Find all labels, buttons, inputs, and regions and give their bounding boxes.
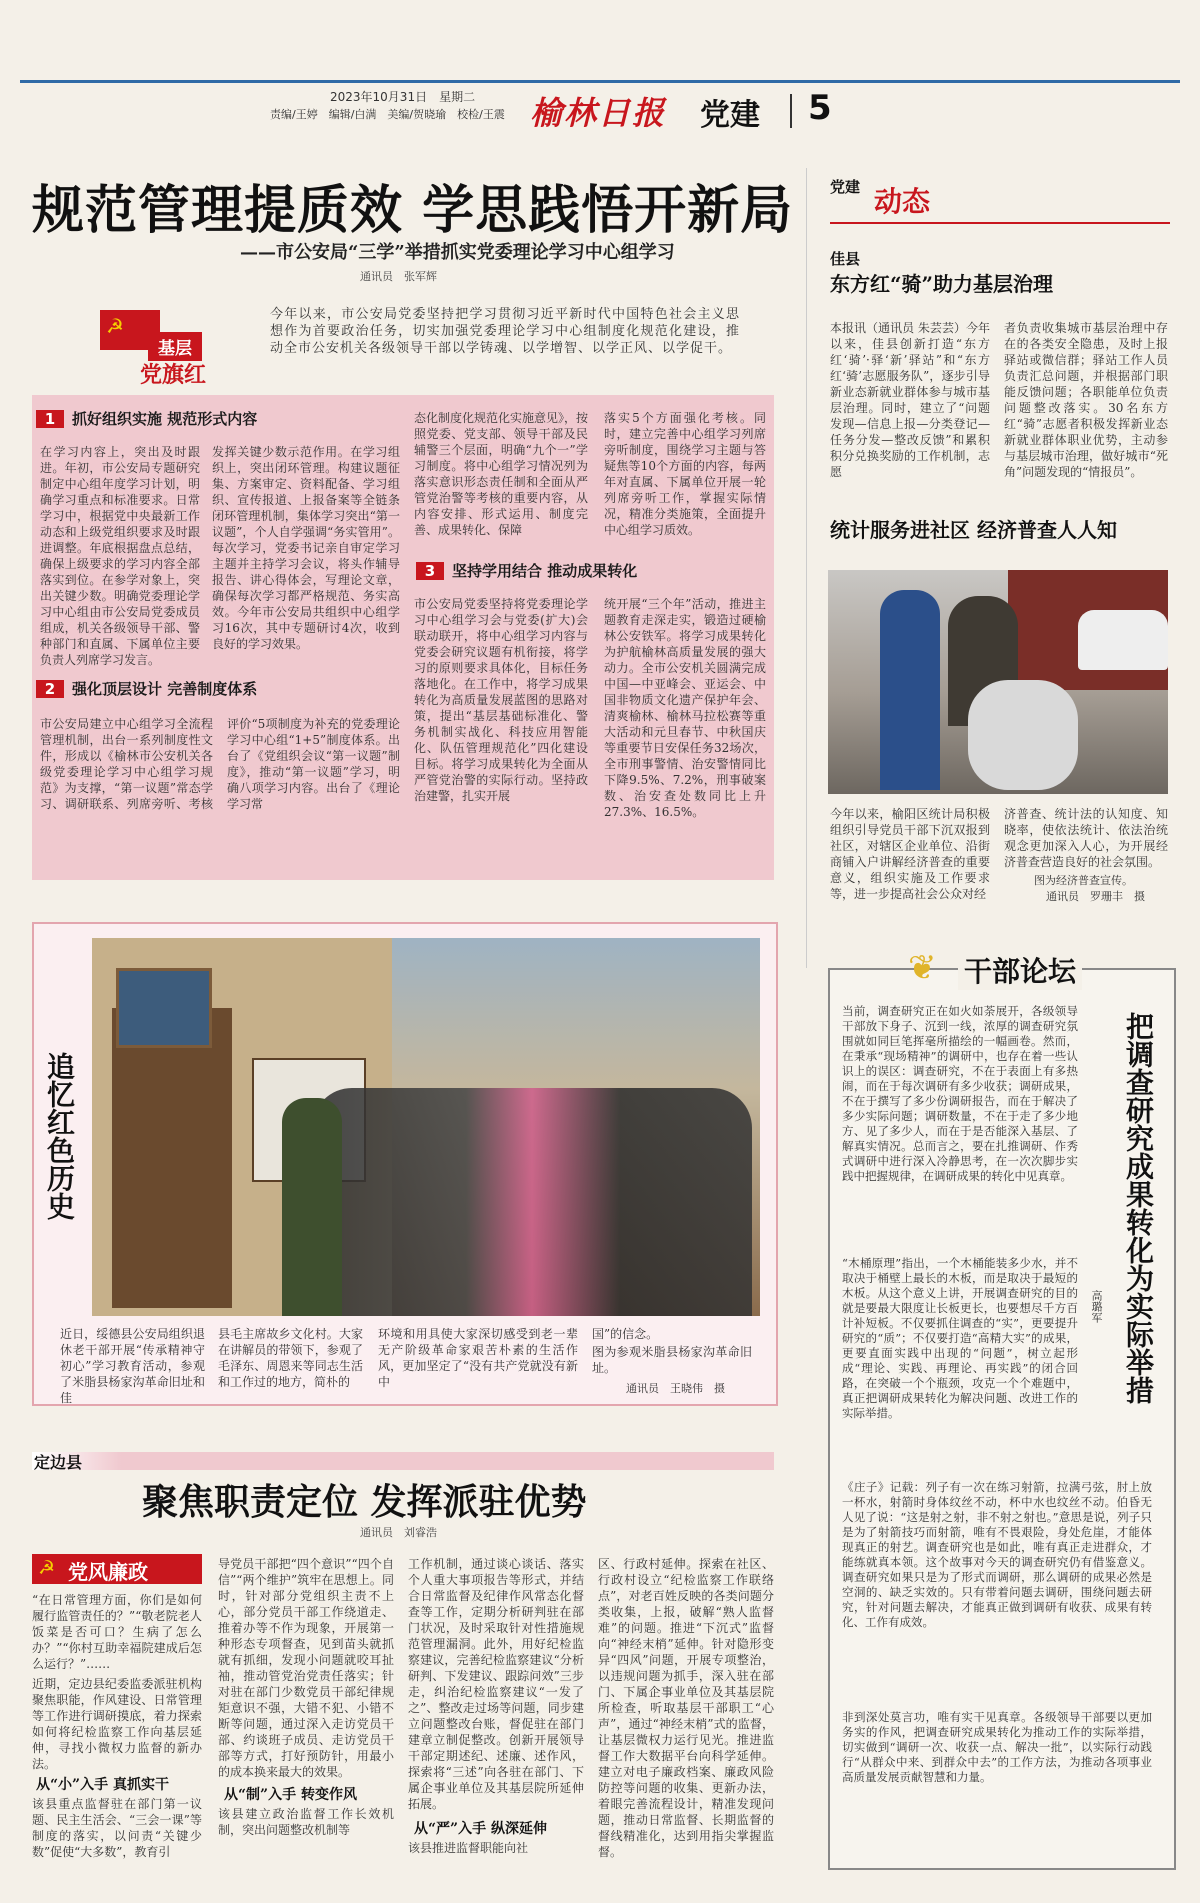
- s3-col2: 统开展“三个年”活动，推进主题教育走深走实，锻造过硬榆林公安铁军。将学习成果转化为护航榆林高质量发展的强大动力。全市公安机关圆满完成中国—中亚峰会、亚运会、中国非物质文化遗产保护年会、清爽榆林、榆林马拉松赛等重大活动和元旦春节、中秋国庆等重要节日安保任务32场次，全市刑事警情、治安警情同比下降9.5%、7.2%，刑事破案数、治安查处数同比上升27.3%、16.5%。: [604, 597, 766, 819]
- integrity-badge-label: 党风廉政: [68, 1560, 148, 1584]
- dingbian-sub3: 从“严”入手 纵深延伸: [414, 1821, 547, 1837]
- dingbian-col1-intro: “在日常管理方面，你们是如何履行监管责任的？”“敬老院老人饭菜是否可口？生病了怎么办？”“你村互助幸福院建成后怎么运行？”……: [32, 1593, 202, 1671]
- forum-p3: 《庄子》记载：列子有一次在练习射箭，拉满弓弦，肘上放一杯水，射箭时身体纹丝不动，杯中水也纹丝不动。伯昏无人见了说：“这是射之射，非不射之射也。”意思是说，列子只是为了射箭技巧而射箭，唯有不畏艰险，身处危崖，才能体现真正的射艺。调查研究也是如此，唯有真正走进群众，才能练就真本领。这个故事对今天的调查研究仍有借鉴意义。调查研究如果只是为了形式而调研，那么调研的成果必然是空洞的、缺乏实效的。只有带着问题去调研，围绕问题去研究，针对问题去解决，才能真正做到调研有收获、成果有转化、工作有成效。: [842, 1480, 1152, 1629]
- section-2-title: 2 强化顶层设计 完善制度体系: [36, 678, 257, 699]
- memory-caption-col3: 环境和用具使大家深切感受到老一辈无产阶级革命家艰苦朴素的生活作风，更加坚定了“没有共产党就没有新中: [378, 1327, 578, 1389]
- memory-caption-col1: 近日，绥德县公安局组织退休老干部开展“传承精神守初心”学习教育活动，参观了米脂县杨家沟革命旧址和佳: [60, 1327, 205, 1405]
- story2-note: 图为经济普查宣传。: [1034, 874, 1133, 887]
- scooter: [968, 680, 1078, 790]
- dingbian-sub1-body: 该县重点监督驻在部门第一议题、民主生活会、“三会一课”等制度的落实，以问责“关键少数”促使“大多数”，教育引: [32, 1797, 202, 1859]
- s1-col3: 态化制度化规范化实施意见》，按照党委、党支部、领导干部及民辅警三个层面，明确“九个一”学习制度。将中心组学习情况列为落实意识形态责任制和全面从严管党治警等考核的重要内容，从内容安排、形式运用、制度完善、成果转化、保障: [414, 411, 589, 537]
- staff-figure: [880, 590, 940, 790]
- white-car: [1078, 610, 1168, 670]
- dynamics-label-big: 动态: [874, 185, 931, 218]
- story2-col1: 今年以来，榆阳区统计局积极组织引导党员干部下沉双报到社区，对辖区企业单位、沿街商铺入户讲解经济普查的重要意义，组织实施及工作要求等，进一步提高社会公众对经: [830, 807, 990, 901]
- dingbian-col3-body: 工作机制，通过谈心谈话、落实个人重大事项报告等形式，并结合日常监督及纪律作风常态化督查等工作，定期分析研判驻在部门状况，及时采取针对性措施规范管理漏洞。此外，用好纪检监察建议，完善纪检监察建议“分析研判、下发建议、跟踪问效”三步走，纠治纪检监察建议“一发了之”、整改走过场等问题，同步建立问题整改台账，督促驻在部门建章立制促整改。创新开展领导干部定期述纪、述廉、述作风，探索将“三述”向各驻在部门、下属企事业单位及其基层院所延伸拓展。: [408, 1557, 584, 1811]
- lead-subhead: ——市公安局“三学”举措抓实党委理论学习中心组学习: [240, 242, 675, 263]
- section-divider: [790, 94, 792, 128]
- story1-headline: 东方红“骑”助力基层治理: [830, 272, 1054, 296]
- section-name: 党建: [700, 98, 760, 133]
- memory-title: 追忆红色历史: [43, 1052, 76, 1220]
- dingbian-sub1: 从“小”入手 真抓实干: [36, 1777, 169, 1793]
- forum-p1: 当前，调查研究正在如火如荼展开，各级领导干部放下身子、沉到一线，浓厚的调查研究氛围就如同巨笔挥毫所描绘的一幅画卷。然而，在秉承“现场精神”的调研中，也存在着一些认识上的误区：调查研究，不在于表面上有多热闹，而在于每次调研有多少收获；调研成果，不在于撰写了多少份调研报告，而在于解决了多少实际问题；调研数量，不在于走了多少地方、见了多少人，而在于是否能深入基层、了解真实情况。总而言之，要在扎推调研、作秀式调研中进行深入冷静思考，在一次次脚步实践中把握规律，在调研成果的转化中见真章。: [842, 1004, 1078, 1183]
- memory-caption-col4: 国”的信念。: [592, 1327, 659, 1341]
- guide-figure: [282, 1098, 342, 1316]
- badge-top-label: 基层: [148, 332, 202, 361]
- party-emblem-icon: ☭: [38, 1557, 56, 1579]
- census-photo: [828, 570, 1168, 794]
- integrity-badge: [32, 1554, 202, 1584]
- lead-headline: 规范管理提质效 学思践悟开新局: [32, 180, 794, 241]
- forum-laurel-icon: ❦: [908, 948, 937, 988]
- forum-label: 干部论坛: [958, 950, 1082, 990]
- page-number: 5: [808, 88, 832, 128]
- s2-col1: 市公安局建立中心组学习全流程管理机制，出台一系列制度性文件，形成以《榆林市公安机关各级党委理论学习中心组学习规范》为支撑，“第一议题”常态学习、调研联系、列席旁听、考核评价“5项制度为补充的党委理论学习中心组“1+5”制度体系。出台了《党组织会议“第一议题”制度》，推动“第一议题”学习，明确八项学习内容。出台了《理论学习常: [40, 717, 400, 811]
- s1-col1: 在学习内容上，突出及时跟进。年初，市公安局专题研究制定中心组年度学习计划，明确学习重点和标准要求。日常学习中，根据党中央最新工作动态和上级党组织要求及时跟进调整。年底根据盘点总结，确保上级要求的学习内容全部落实到位。在参学对象上，突出关键少数。明确党委理论学习中心组由市公安局党委成员组成，机关各级领导干部、警种部门和直属、下属单位主要负责人列席学习发言。: [40, 445, 200, 667]
- date-line: 2023年10月31日 星期二: [330, 90, 476, 104]
- party-flag-icon: ☭: [100, 310, 160, 350]
- section-3-title: 3 坚持学用结合 推动成果转化: [416, 560, 637, 581]
- dingbian-county: 定边县: [34, 1453, 83, 1472]
- dingbian-headline: 聚焦职责定位 发挥派驻优势: [142, 1481, 587, 1523]
- dingbian-col2-body: 导党员干部把“四个意识”“四个自信”“两个维护”筑牢在思想上。同时，针对部分党组织主责不上心，部分党员干部工作绕道走、推着办等不作为现象，开展第一种形态专项督查，见到苗头就抓就有抓细，发现小问题就咬耳扯袖，推动管党治党责任落实；针对驻在部门少数党员干部纪律规矩意识不强，大错不犯、小错不断等问题，通过深入走访党员干部、约谈班子成员、走访党员干部等方式，打好预防针，用最小的成本换来最大的效果。: [218, 1557, 394, 1779]
- dynamics-rule: [830, 222, 1170, 224]
- dingbian-sub2: 从“制”入手 转变作风: [224, 1787, 357, 1803]
- story1-col1: 本报讯（通讯员 朱芸芸）今年以来，佳县创新打造“东方红‘骑’·驿‘新’驿站”和“东方红‘骑’志愿服务队”，逐步引导新业态新就业群体参与城市基层治理。同时，建立了“问题发现—信息上报—分类登记—任务分发—整改反馈”和累积积分兑换奖励的工作机制，志愿: [830, 321, 990, 479]
- dingbian-sub2-body: 该县建立政治监督工作长效机制，突出问题整改机制等: [218, 1807, 394, 1837]
- top-rule: [20, 80, 1180, 83]
- memory-photo-note: 图为参观米脂县杨家沟革命旧址。: [592, 1345, 752, 1375]
- forum-author: 高璐军: [1090, 1290, 1103, 1323]
- portrait-frame: [116, 968, 212, 1048]
- dynamics-vline: [806, 168, 807, 968]
- editors-line: 责编/王婷 编辑/白满 美编/贺晓瑜 校检/王震: [270, 108, 505, 121]
- memory-caption-col2: 县毛主席故乡文化村。大家在讲解员的带领下，参观了毛泽东、周恩来等同志生活和工作过的地方，简朴的: [218, 1327, 363, 1389]
- forum-title: 把调查研究成果转化为实际举措: [1122, 1012, 1155, 1404]
- story2-col2: 济普查、统计法的认知度、知晓率，使依法统计、依法治统观念更加深入人心，为开展经济普查营造良好的社会氛围。: [1004, 807, 1168, 869]
- section-1-title: 1 抓好组织实施 规范形式内容: [36, 408, 257, 429]
- dynamics-label-small: 党建: [830, 178, 861, 196]
- s1-col4: 落实5个方面强化考核。同时，建立完善中心组学习列席旁听制度，围绕学习主题与答疑焦等10个方面的内容，每两年对直属、下属单位开展一轮列席旁听工作，掌握实际情况，精准分类施策，全面提升中心组学习质效。: [604, 411, 766, 537]
- wooden-door: [112, 1008, 232, 1308]
- dingbian-band: [32, 1452, 774, 1470]
- party-flag-badge: [100, 310, 250, 390]
- badge-bottom-label: 党旗红: [140, 363, 207, 388]
- dingbian-col4-body: 区、行政村延伸。探索在社区、行政村设立“纪检监察工作联络点”，对老百姓反映的各类问题分类收集，上报，破解“熟人监督难”的问题。推进“下沉式”监督向“神经末梢”延伸。针对隐形变异“四风”问题，开展专项整治，以违规问题为抓手，深入驻在部门、下属企事业单位及其基层院所检查，听取基层干部职工“心声”，通过“神经末梢”式的监督，让基层微权力运行见光。推进监督工作大数据平台向科学延伸。建立对电子廉政档案、廉政风险防控等问题的收集、更新办法，着眼完善流程设计，精准发现问题，推动日常监督、长期监督的督线精准化，达到用指尖掌握监督。: [598, 1557, 774, 1859]
- paper-name-logo: 榆林日报: [530, 94, 667, 132]
- story1-col2: 者负责收集城市基层治理中存在的各类安全隐患，及时上报驿站或微信群；驿站工作人员负责汇总问题，并根据部门职能反馈问题；各职能单位负责问题整改落实。30名东方红“骑”志愿者积极发挥新业态新就业群体职业优势，主动参与基层城市治理，做好城市“死角”问题发现的“情报员”。: [1004, 321, 1168, 479]
- lead-byline: 通讯员 张军辉: [360, 270, 437, 283]
- s1-col2: 发挥关键少数示范作用。在学习组织上，突出闭环管理。构建议题征集、方案审定、资料配备、学习组织、宣传报道、上报备案等全链条闭环管理机制，集体学习突出“第一议题”，个人自学强调“务实管用”。每次学习，党委书记亲自审定学习主题并主持学习会议，将头作辅导报告、讲心得体会，写理论文章，确保每次学习都严格规范、务实高效。今年市公安局共组织中心组学习16次，其中专题研讨4次，收到良好的学习效果。: [212, 445, 400, 651]
- visitor-group: [312, 1088, 752, 1316]
- memory-credit: 通讯员 王晓伟 摄: [626, 1382, 725, 1395]
- story1-county: 佳县: [830, 250, 861, 268]
- red-history-photo: [92, 938, 760, 1316]
- s3-col1: 市公安局党委坚持将党委理论学习中心组学习会与党委(扩大)会联动联开，将中心组学习内容与党委会研究议题有机衔接，将学习的原则要求具体化，目标任务落地化。在工作中，将学习成果转化为高质量发展蓝图的思路对策，提出“基层基础标准化、警务机制实战化、科技应用智能化、队伍管理规范化”四化建设目标。将学习成果转化为全面从严管党治警的实际行动。坚持政治建警，扎实开展: [414, 597, 588, 803]
- dingbian-col1-body: 近期，定边县纪委监委派驻机构聚焦职能，作风建设、日常管理等工作进行调研摸底，着力探索如何将纪检监察工作向基层延伸，寻找小微权力监督的新办法。: [32, 1677, 202, 1771]
- lead-intro: 今年以来，市公安局党委坚持把学习贯彻习近平新时代中国特色社会主义思想作为首要政治任务，切实加强党委理论学习中心组制度化规范化建设，推动全市公安机关各级领导干部以学铸魂、以学增智、以学正风、以学促干。: [270, 307, 740, 356]
- forum-p2: “木桶原理”指出，一个木桶能装多少水，并不取决于桶壁上最长的木板，而是取决于最短的木板。从这个意义上讲，开展调查研究的目的就是要最大限度让长板更长，也要想尽千方百计补短板。不仅要抓住调查的“实”，更要提升研究的“质”；不仅要打造“高精大实”的成果，更要直面实践中出现的“问题”，树立起形成“理论、实践、再理论、再实践”的闭合回路，在突破一个个瓶颈，攻克一个个难题中，真正把调研成果转化为解决问题、改进工作的实际举措。: [842, 1256, 1078, 1420]
- story2-credit: 通讯员 罗珊丰 摄: [1046, 890, 1145, 903]
- dingbian-sub3-body: 该县推进监督职能向社: [408, 1841, 529, 1855]
- dingbian-byline: 通讯员 刘睿浩: [360, 1526, 437, 1539]
- story2-headline: 统计服务进社区 经济普查人人知: [830, 518, 1117, 542]
- forum-p4: 非到深处莫言功，唯有实干见真章。各级领导干部要以更加务实的作风，把调查研究成果转化为推动工作的实际举措，切实做到“调研一次、收获一点、解决一批”，以实际行动践行“从群众中来、到群众中去”的工作方法，为推动各项事业高质量发展贡献智慧和力量。: [842, 1710, 1152, 1784]
